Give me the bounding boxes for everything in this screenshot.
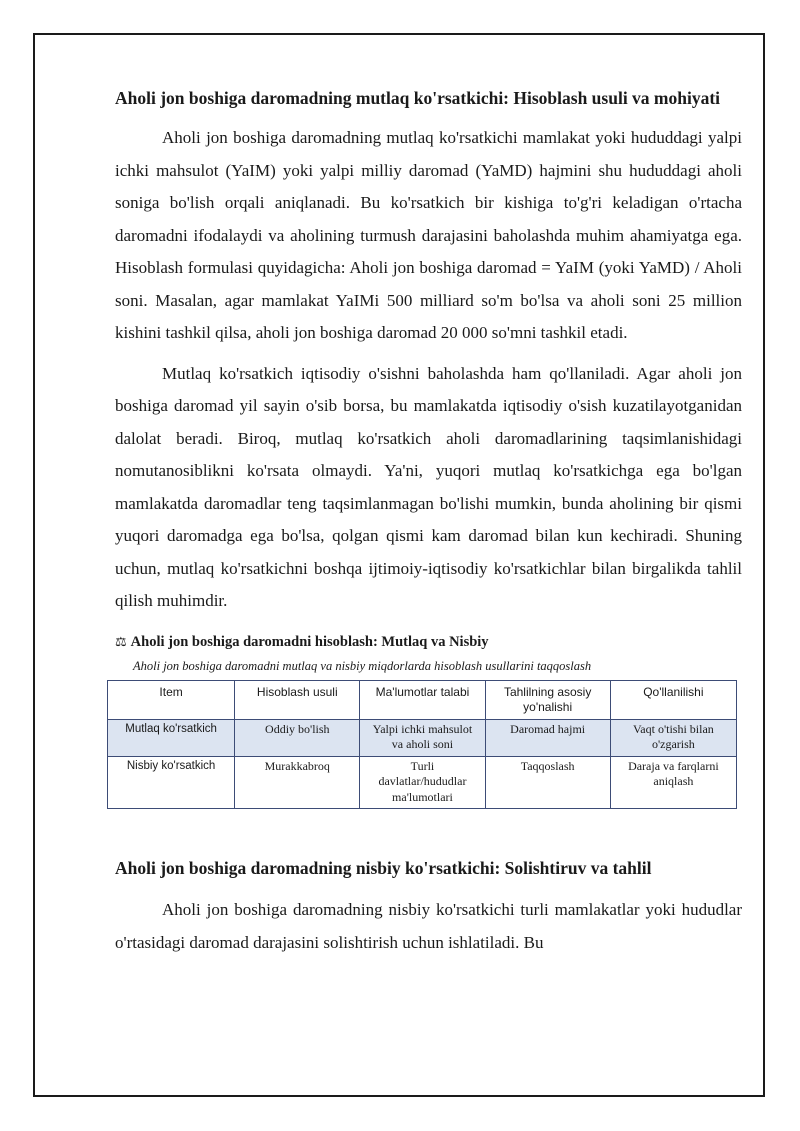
column-header: Tahlilning asosiy yo'nalishi	[485, 680, 610, 719]
table-cell: Vaqt o'tishi bilan o'zgarish	[610, 719, 736, 756]
table-header-row	[108, 680, 737, 719]
body-paragraph: Aholi jon boshiga daromadning nisbiy ko'rsatkichi turli mamlakatlar yoki hududlar o'rtasidagi daromad darajasini solishtirish uchun ishlatiladi. Bu	[115, 900, 742, 952]
table-row	[108, 719, 737, 756]
table-title	[115, 632, 742, 653]
table-subtitle: Aholi jon boshiga daromadni mutlaq va nisbiy miqdorlarda hisoblash usullarini taqqoslash	[133, 658, 592, 673]
column-header: Qo'llanilishi	[610, 680, 736, 719]
row-header: Nisbiy ko'rsatkich	[108, 756, 235, 809]
comparison-table	[107, 680, 737, 810]
document-body	[115, 86, 742, 959]
body-paragraph: Aholi jon boshiga daromadning mutlaq ko'rsatkichi mamlakat yoki hududdagi yalpi ichki mahsulot (YaIM) yoki yalpi milliy daromad (YaMD) hajmini shu hududdagi aholi soniga bo'lish orqali aniqlanadi. Bu ko'rsatkich bir kishiga to'g'ri keladigan o'rtacha daromadni ifodalaydi va aholining turmush darajasini baholashda muhim ahamiyatga ega. Hisoblash formulasi quyidagicha: Aholi jon boshiga daromad = YaIM (yoki YaMD) / Aholi soni. Masalan, agar mamlakat YaIMi 500 milliard so'm bo'lsa va aholi soni 25 million kishini tashkil qilsa, aholi jon boshiga daromad 20 000 so'mni tashkil etadi.	[115, 128, 742, 342]
table-cell: Murakkabroq	[235, 756, 360, 809]
table-cell: Daraja va farqlarni aniqlash	[610, 756, 736, 809]
table-cell: Turli davlatlar/hududlar ma'lumotlari	[360, 756, 485, 809]
row-header: Mutlaq ko'rsatkich	[108, 719, 235, 756]
column-header: Item	[108, 680, 235, 719]
table-cell: Taqqoslash	[485, 756, 610, 809]
scale-icon: ⚖	[115, 634, 127, 650]
column-header: Hisoblash usuli	[235, 680, 360, 719]
table-cell: Oddiy bo'lish	[235, 719, 360, 756]
section-heading-absolute: Aholi jon boshiga daromadning mutlaq ko'rsatkichi: Hisoblash usuli va mohiyati	[115, 88, 721, 108]
table-title-text: Aholi jon boshiga daromadni hisoblash: Mutlaq va Nisbiy	[130, 633, 489, 650]
column-header: Ma'lumotlar talabi	[360, 680, 485, 719]
table-cell: Daromad hajmi	[485, 719, 610, 756]
section-heading-relative: Aholi jon boshiga daromadning nisbiy ko'rsatkichi: Solishtiruv va tahlil	[115, 858, 652, 878]
table-cell: Yalpi ichki mahsulot va aholi soni	[360, 719, 485, 756]
body-paragraph: Mutlaq ko'rsatkich iqtisodiy o'sishni baholashda ham qo'llaniladi. Agar aholi jon boshiga daromad yil sayin o'sib borsa, bu mamlakatda iqtisodiy o'sish kuzatilayotganidan dalolat beradi. Biroq, mutlaq ko'rsatkich aholi daromadlarining taqsimlanishidagi nomutanosiblikni ko'rsata olmaydi. Ya'ni, yuqori mutlaq ko'rsatkichga ega bo'lgan mamlakatda daromadlar teng taqsimlanmagan bo'lishi mumkin, bunda aholining bir qismi yuqori daromadga ega bo'lsa, qolgan qismi kam daromad bilan kun kechiradi. Shuning uchun, mutlaq ko'rsatkichni boshqa ijtimoiy-iqtisodiy ko'rsatkichlar bilan birgalikda tahlil qilish muhimdir.	[115, 363, 742, 610]
table-row	[108, 756, 737, 809]
